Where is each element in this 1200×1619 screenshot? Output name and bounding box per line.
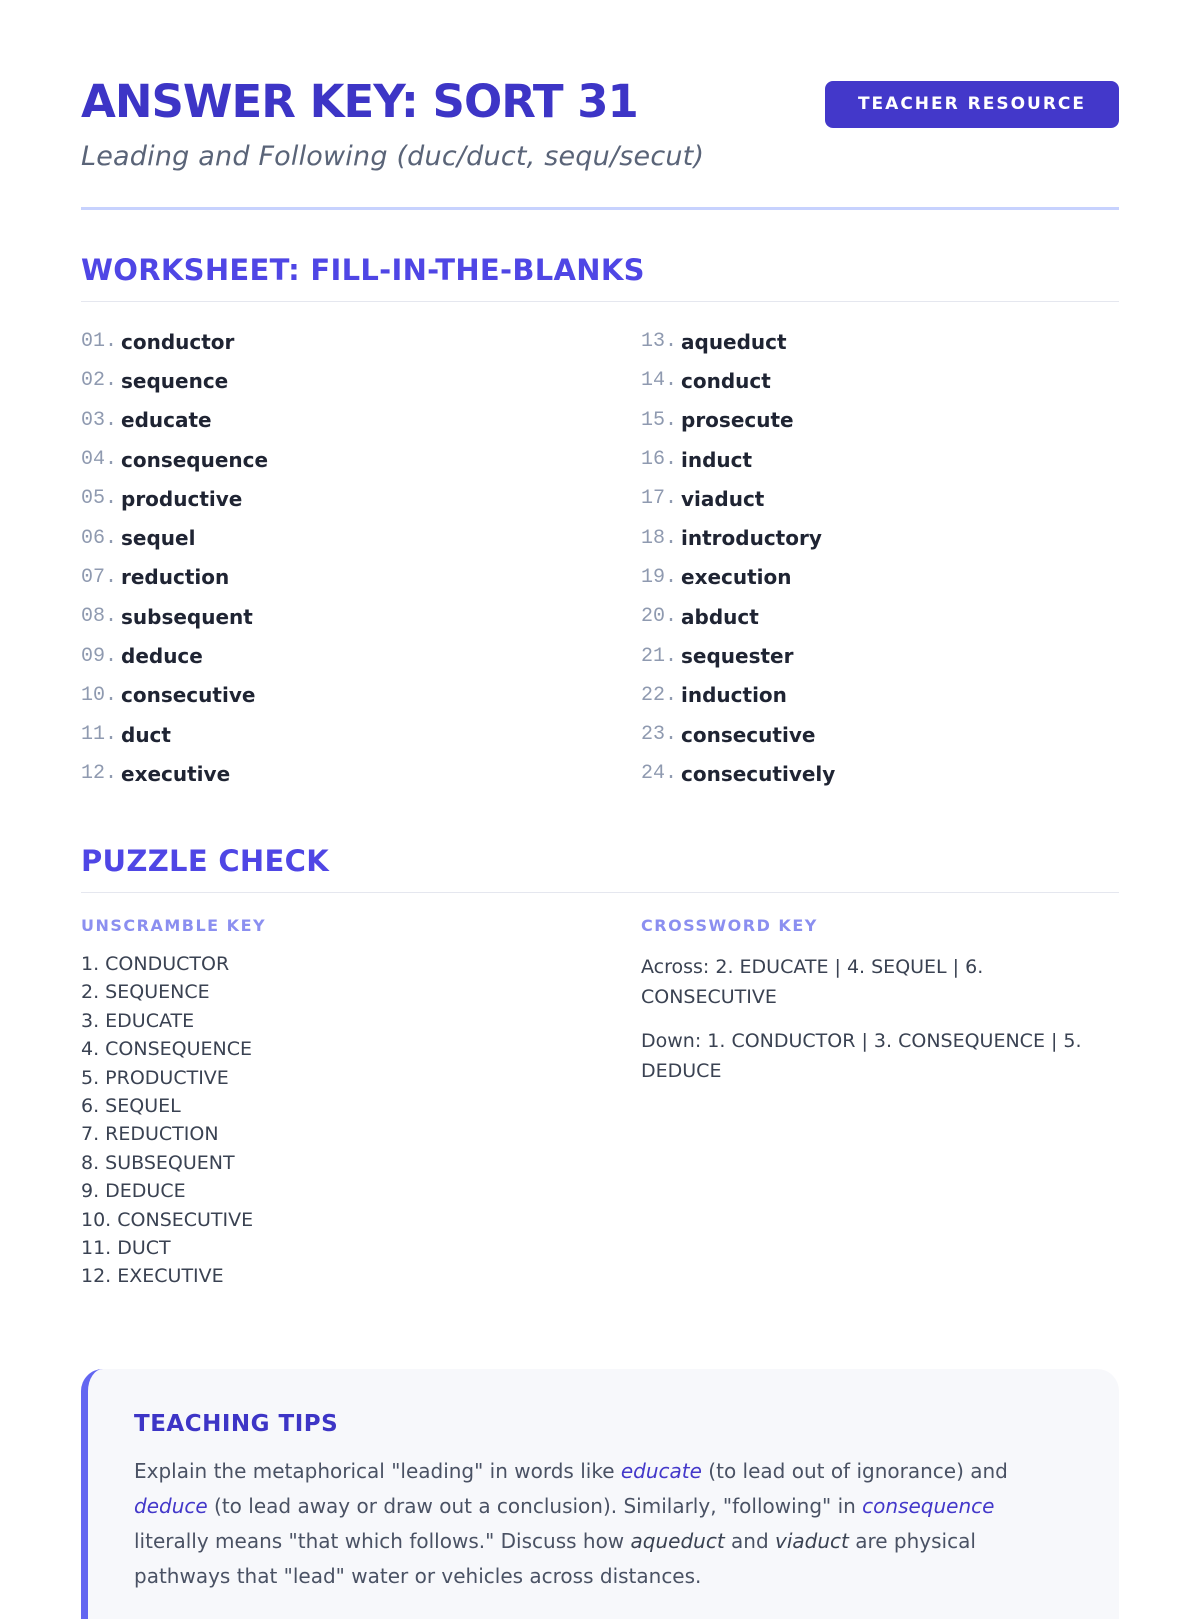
teaching-tips-body [134, 1454, 1034, 1594]
item-number: 24. [641, 762, 678, 786]
item-number: 23. [641, 723, 678, 747]
item-number: 07. [81, 565, 118, 589]
word-item [81, 754, 268, 793]
item-number: 03. [81, 408, 118, 432]
tips-highlight-word: aqueduct [630, 1529, 725, 1553]
unscramble-key-label: UNSCRAMBLE KEY [81, 916, 267, 935]
answer-word: aqueduct [681, 329, 787, 354]
word-item [81, 636, 268, 675]
word-item [641, 479, 835, 518]
item-number: 21. [641, 644, 678, 668]
answer-word: educate [121, 408, 212, 433]
unscramble-item: 9. DEDUCE [81, 1180, 186, 1203]
answer-word: execution [681, 565, 792, 590]
unscramble-item: 12. EXECUTIVE [81, 1265, 224, 1288]
answer-word: induct [681, 447, 753, 472]
crossword-across: Across: 2. EDUCATE | 4. SEQUEL | 6. CONSECUTIVE [641, 956, 984, 1008]
word-item [81, 440, 268, 479]
answer-word: consecutive [681, 722, 816, 747]
answer-word: sequence [121, 368, 229, 393]
unscramble-key-list [81, 950, 253, 1291]
worksheet-heading: WORKSHEET: FILL-IN-THE-BLANKS [81, 252, 1119, 302]
unscramble-item: 2. SEQUENCE [81, 981, 210, 1004]
teaching-tips-title: TEACHING TIPS [134, 1411, 339, 1437]
answer-word: subsequent [121, 604, 253, 629]
item-number: 22. [641, 683, 678, 707]
item-number: 01. [81, 330, 118, 354]
page-subtitle: Leading and Following (duc/duct, sequ/secut) [81, 141, 705, 172]
word-item [641, 636, 835, 675]
item-number: 18. [641, 526, 678, 550]
answer-word: consecutive [121, 683, 256, 708]
word-item [641, 518, 835, 557]
word-item [81, 518, 268, 557]
crossword-key-label: CROSSWORD KEY [641, 916, 818, 935]
page-header [81, 74, 1119, 210]
answer-word: deduce [121, 644, 203, 669]
word-item [81, 597, 268, 636]
item-number: 06. [81, 526, 118, 550]
tips-highlight-word: educate [620, 1459, 702, 1483]
word-item [641, 401, 835, 440]
answer-word: executive [121, 761, 231, 786]
unscramble-item: 11. DUCT [81, 1236, 171, 1259]
answer-word: duct [121, 722, 171, 747]
word-item [641, 676, 835, 715]
page-title: ANSWER KEY: SORT 31 [81, 75, 638, 128]
answer-word: consecutively [681, 761, 836, 786]
answer-word: sequester [681, 644, 794, 669]
unscramble-item: 6. SEQUEL [81, 1094, 181, 1117]
answer-word: conduct [681, 368, 771, 393]
word-item [81, 322, 268, 361]
teacher-resource-badge: TEACHER RESOURCE [825, 81, 1119, 128]
word-item [641, 597, 835, 636]
unscramble-item: 7. REDUCTION [81, 1123, 219, 1146]
unscramble-item: 10. CONSECUTIVE [81, 1208, 254, 1231]
item-number: 20. [641, 605, 678, 629]
word-item [81, 715, 268, 754]
item-number: 11. [81, 723, 118, 747]
word-item [641, 322, 835, 361]
item-number: 08. [81, 605, 118, 629]
unscramble-item: 5. PRODUCTIVE [81, 1066, 229, 1089]
answer-word: sequel [121, 526, 196, 551]
word-item [641, 558, 835, 597]
unscramble-item: 3. EDUCATE [81, 1009, 195, 1032]
answer-word: consequence [121, 447, 269, 472]
answer-word: prosecute [681, 408, 794, 433]
tips-text: and [724, 1529, 776, 1553]
answer-word: abduct [681, 604, 759, 629]
item-number: 13. [641, 330, 678, 354]
tips-text: (to lead away or draw out a conclusion). Similarly, "following" in [207, 1494, 863, 1518]
tips-text: are physical pathways that "lead" water or vehicles across distances. [134, 1529, 976, 1588]
word-item [81, 361, 268, 400]
item-number: 16. [641, 448, 678, 472]
word-item [641, 361, 835, 400]
word-item [641, 715, 835, 754]
puzzle-check-heading: PUZZLE CHECK [81, 843, 1119, 893]
word-item [641, 440, 835, 479]
tips-highlight-word: viaduct [775, 1529, 849, 1553]
word-item [81, 401, 268, 440]
tips-highlight-word: deduce [134, 1494, 208, 1518]
tips-text: Explain the metaphorical "leading" in words like [134, 1459, 621, 1483]
unscramble-item: 1. CONDUCTOR [81, 953, 230, 975]
unscramble-item: 8. SUBSEQUENT [81, 1151, 235, 1174]
tips-text: literally means "that which follows." Discuss how [134, 1529, 631, 1553]
item-number: 10. [81, 683, 118, 707]
item-number: 17. [641, 487, 678, 511]
crossword-down: Down: 1. CONDUCTOR | 3. CONSEQUENCE | 5. DEDUCE [641, 1030, 1082, 1082]
word-item [81, 558, 268, 597]
unscramble-item: 4. CONSEQUENCE [81, 1038, 253, 1061]
tips-text: (to lead out of ignorance) and [701, 1459, 1008, 1483]
answer-word: reduction [121, 565, 230, 590]
answer-word: introductory [681, 526, 822, 551]
answer-word: viaduct [681, 486, 765, 511]
teaching-tips-box [81, 1369, 1119, 1619]
worksheet-list-right [641, 322, 835, 794]
item-number: 09. [81, 644, 118, 668]
answer-word: productive [121, 486, 243, 511]
tips-highlight-word: consequence [862, 1494, 995, 1518]
item-number: 02. [81, 369, 118, 393]
item-number: 19. [641, 565, 678, 589]
worksheet-list-left [81, 322, 268, 794]
item-number: 14. [641, 369, 678, 393]
answer-word: induction [681, 683, 787, 708]
item-number: 04. [81, 448, 118, 472]
item-number: 12. [81, 762, 118, 786]
answer-word: conductor [121, 329, 235, 354]
word-item [641, 754, 835, 793]
word-item [81, 479, 268, 518]
item-number: 05. [81, 487, 118, 511]
word-item [81, 676, 268, 715]
item-number: 15. [641, 408, 678, 432]
